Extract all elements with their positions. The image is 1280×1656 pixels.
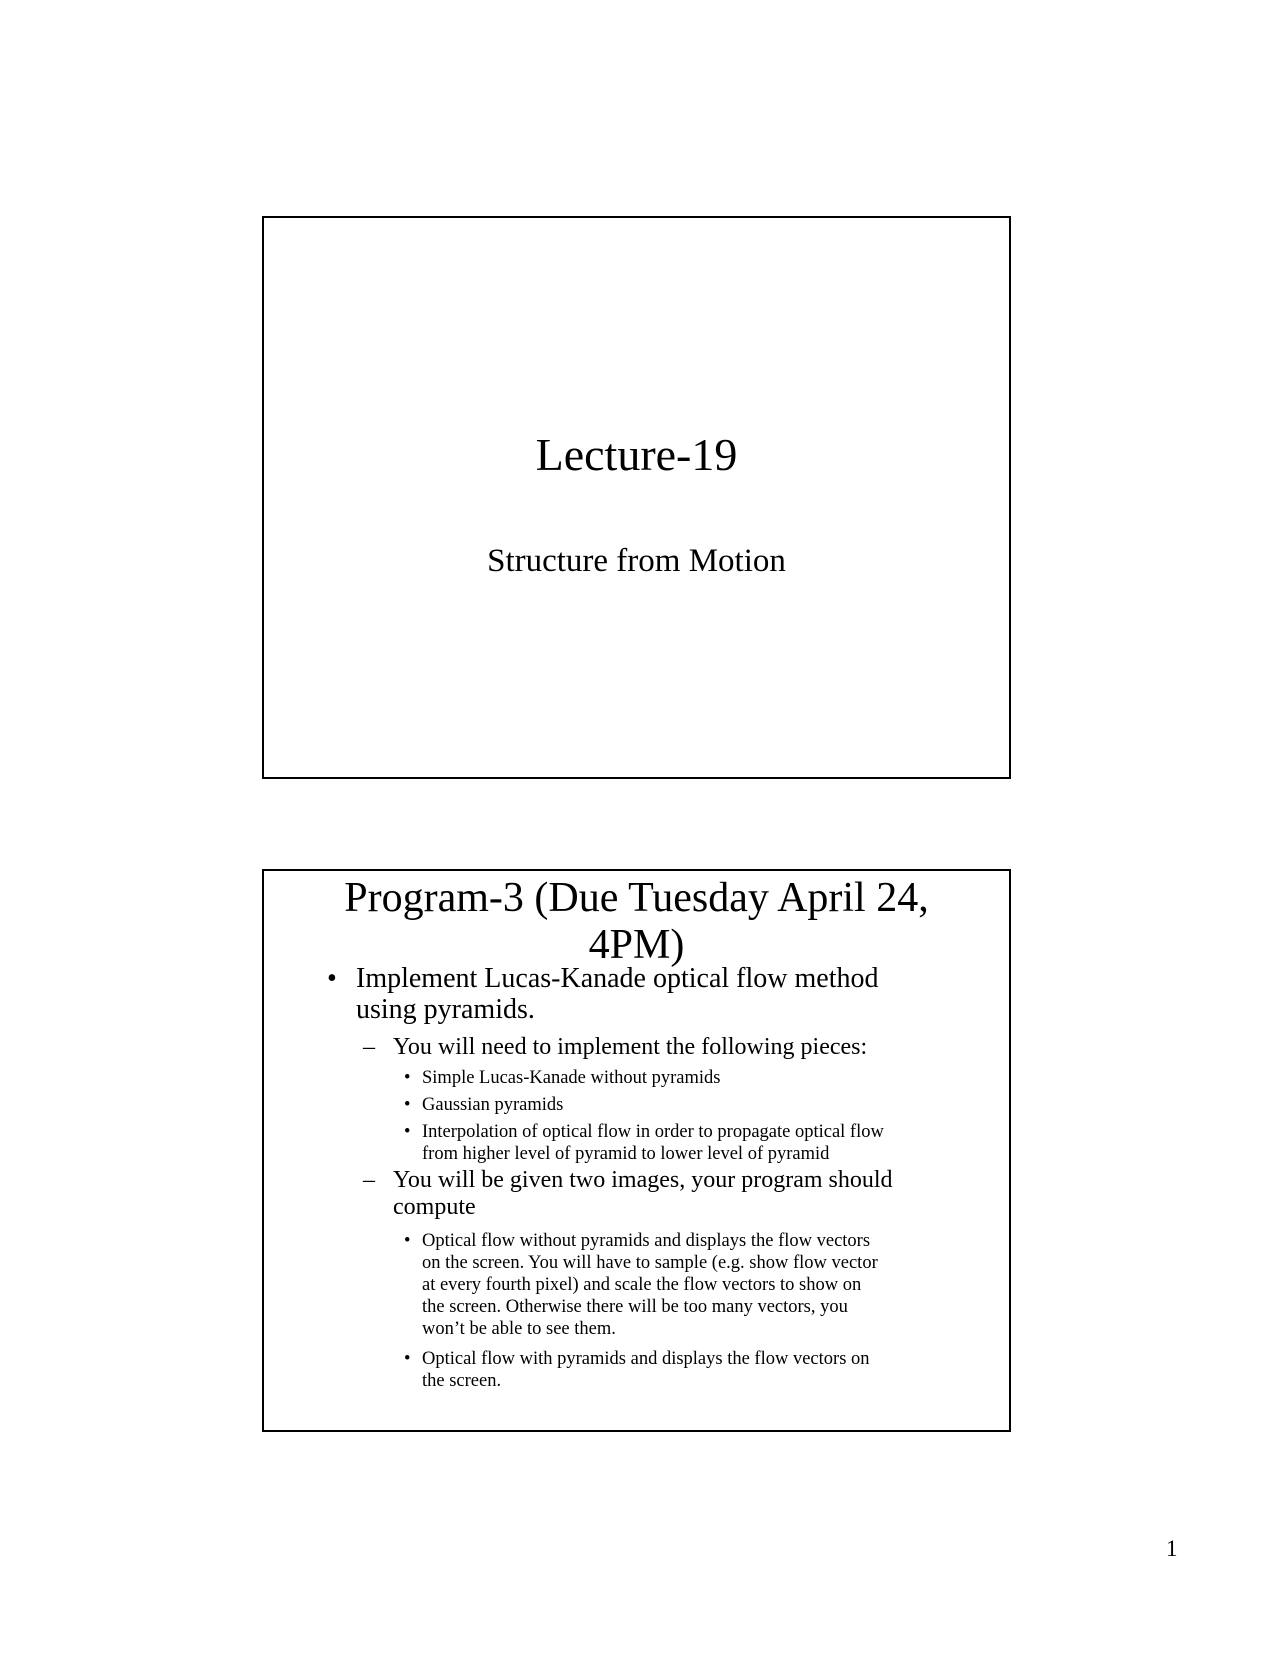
- list-item: [404, 1230, 964, 1340]
- bullet-marker: •: [404, 1349, 411, 1369]
- subbullet-text: You will be given two images, your program should: [393, 1167, 893, 1193]
- program-title-line: Program-3 (Due Tuesday April 24,: [344, 875, 929, 921]
- lecture-title: Lecture-19: [535, 429, 738, 480]
- lecture-subtitle: Structure from Motion: [487, 543, 786, 579]
- program-title-line: 4PM): [588, 922, 685, 968]
- list-item-text: the screen.: [422, 1371, 502, 1391]
- list-item-text: won’t be able to see them.: [422, 1319, 616, 1339]
- list-item-text: Simple Lucas-Kanade without pyramids: [422, 1068, 721, 1088]
- list-item-text: Optical flow with pyramids and displays the flow vectors on: [422, 1349, 870, 1369]
- slide-lecture-title: [262, 216, 1011, 779]
- bullet-marker: •: [404, 1068, 411, 1088]
- list-item: [404, 1067, 964, 1089]
- list-item-text: Optical flow without pyramids and displays the flow vectors: [422, 1231, 871, 1251]
- program-title: [264, 875, 1009, 969]
- list-item-text: at every fourth pixel) and scale the flow vectors to show on: [422, 1275, 862, 1295]
- list-item-text: on the screen. You will have to sample (e.g. show flow vector: [422, 1253, 878, 1273]
- subbullet-pieces: [363, 1034, 963, 1061]
- slide-program-3: [262, 869, 1011, 1432]
- bullet-marker: •: [327, 963, 337, 994]
- list-item: [404, 1121, 964, 1165]
- list-item: [404, 1094, 964, 1116]
- dash-marker: –: [363, 1034, 375, 1060]
- list-item-text: Interpolation of optical flow in order to propagate optical flow: [422, 1122, 884, 1142]
- bullet-marker: •: [404, 1095, 411, 1115]
- bullet-implement: [327, 963, 927, 1025]
- page-number: 1: [1166, 1536, 1178, 1561]
- subbullet-given-images: [363, 1167, 963, 1221]
- dash-marker: –: [363, 1167, 375, 1193]
- list-item-text: Gaussian pyramids: [422, 1095, 564, 1115]
- list-item-text: the screen. Otherwise there will be too many vectors, you: [422, 1297, 848, 1317]
- subbullet-text: compute: [393, 1194, 476, 1220]
- bullet-text-line: Implement Lucas-Kanade optical flow method: [356, 963, 879, 994]
- list-item: [404, 1348, 964, 1392]
- bullet-marker: •: [404, 1122, 411, 1142]
- bullet-text-line: using pyramids.: [356, 994, 535, 1025]
- list-item-text: from higher level of pyramid to lower level of pyramid: [422, 1144, 830, 1164]
- bullet-marker: •: [404, 1231, 411, 1251]
- subbullet-text: You will need to implement the following pieces:: [393, 1034, 868, 1060]
